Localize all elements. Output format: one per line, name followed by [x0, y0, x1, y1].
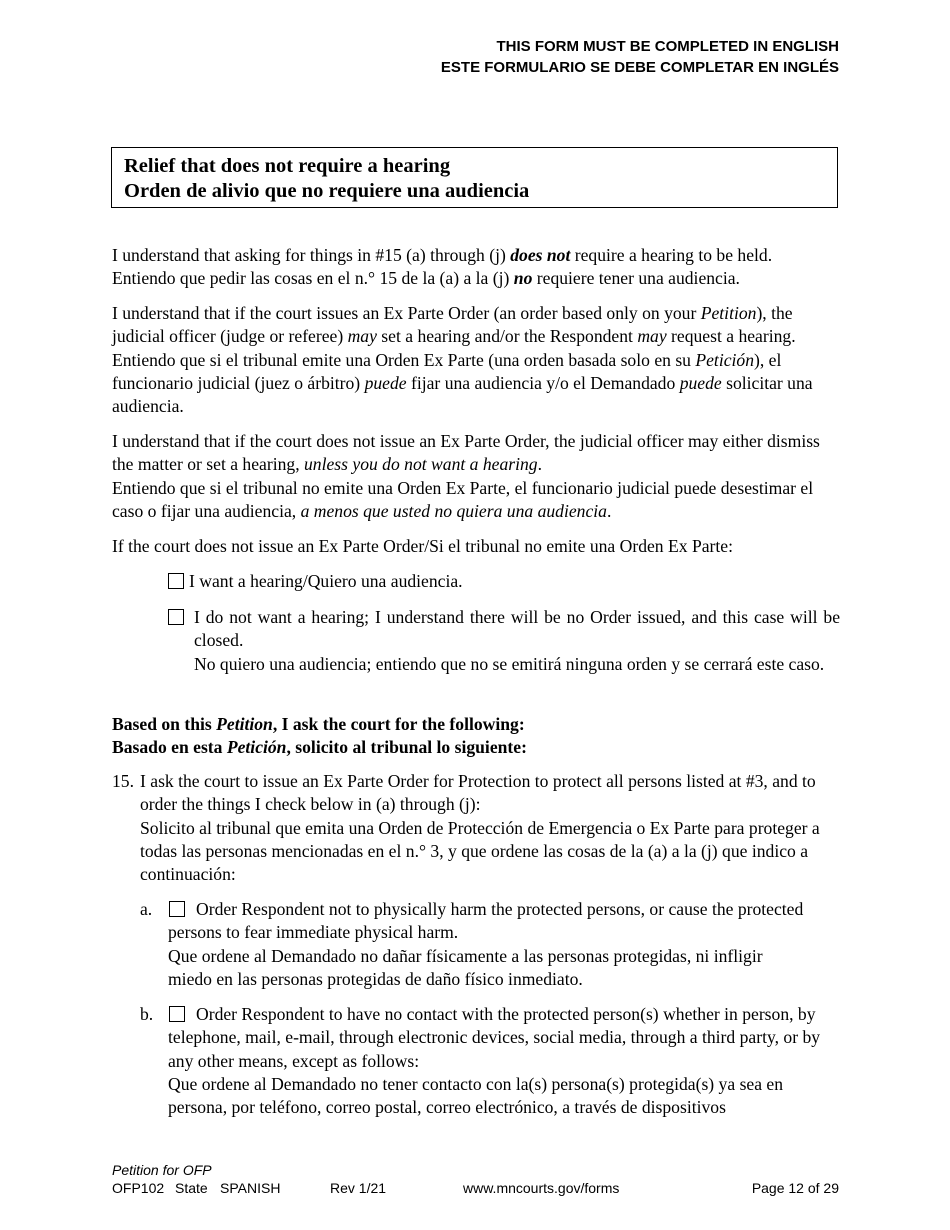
no-hearing-text — [168, 606, 840, 676]
paragraph-spanish: Entiendo que si el tribunal no emite una Orden Ex Parte, el funcionario judicial puede desestimar el caso o fijar una audiencia, a menos que usted no quiera una audiencia. — [112, 477, 814, 521]
footer-website: www.mncourts.gov/forms — [463, 1180, 620, 1196]
want-hearing-label: I want a hearing/Quiero una audiencia. — [189, 571, 463, 591]
based-on-petition-heading — [112, 713, 840, 760]
footer-form-name: Petition for OFP — [112, 1162, 212, 1178]
paragraph-english: I understand that asking for things in #15 (a) through (j) does not require a hearing to be held. — [112, 245, 773, 265]
item-15-spanish: Solicito al tribunal que emita una Orden de Protección de Emergencia o Ex Parte para proteger a todas las personas mencionadas en el n.° 3, y que ordene las cosas de la (a) a la (j) que indico a continuación: — [140, 817, 820, 885]
item-b-spanish: Que ordene al Demandado no tener contacto con la(s) persona(s) protegida(s) ya sea en persona, por teléfono, correo postal, correo electrónico, a través de dispositivos — [168, 1073, 784, 1118]
paragraph-spanish: Entiendo que si el tribunal emite una Orden Ex Parte (una orden basada solo en su Petición), el funcionario judicial (juez o árbitro) puede fijar una audiencia y/o el Demandado puede solicitar una audiencia. — [112, 349, 813, 417]
section-title-english: Relief that does not require a hearing — [124, 155, 451, 177]
paragraph-no-hearing-required — [112, 244, 840, 291]
item-a-letter: a. — [140, 899, 153, 919]
item-b-letter: b. — [140, 1004, 154, 1024]
if-not-issued-intro: If the court does not issue an Ex Parte Order/Si el tribunal no emite una Orden Ex Parte: — [112, 536, 733, 556]
option-want-hearing — [168, 570, 840, 593]
no-hearing-english: I do not want a hearing; I understand there will be no Order issued, and this case will be closed. — [194, 607, 840, 651]
paragraph-english: I understand that if the court issues an Ex Parte Order (an order based only on your Petition), the judicial officer (judge or referee) may set a hearing and/or the Respondent may request a hearing. — [112, 303, 796, 347]
item-15-english: I ask the court to issue an Ex Parte Order for Protection to protect all persons listed at #3, and to order the things I check below in (a) through (j): — [140, 771, 816, 815]
want-hearing-checkbox[interactable] — [168, 573, 184, 589]
item-15 — [112, 770, 840, 886]
paragraph-english: I understand that if the court does not issue an Ex Parte Order, the judicial officer may either dismiss the matter or set a hearing, unless you do not want a hearing. — [112, 431, 820, 475]
language-notice-spanish: ESTE FORMULARIO SE DEBE COMPLETAR EN INGLÉS — [440, 59, 839, 76]
footer-form-code: OFP102 — [112, 1180, 165, 1196]
form-language-notice — [441, 36, 839, 78]
footer-jurisdiction: State — [175, 1180, 208, 1196]
no-hearing-spanish: No quiero una audiencia; entiendo que no se emitirá ninguna orden y se cerrará este caso. — [194, 653, 825, 674]
option-no-hearing — [168, 606, 840, 676]
item-b-checkbox[interactable] — [169, 1006, 185, 1022]
based-on-spanish: Basado en esta Petición, solicito al tribunal lo siguiente: — [112, 737, 527, 758]
item-15-text — [112, 770, 840, 886]
paragraph-spanish: Entiendo que pedir las cosas en el n.° 15 de la (a) a la (j) no requiere tener una audiencia. — [112, 268, 740, 289]
no-hearing-checkbox[interactable] — [168, 609, 184, 625]
item-a-english: Order Respondent not to physically harm the protected persons, or cause the protected persons to fear immediate physical harm. — [168, 899, 804, 943]
footer-language: SPANISH — [220, 1180, 281, 1196]
item-b — [140, 1003, 830, 1119]
footer-revision: Rev 1/21 — [330, 1180, 387, 1196]
paragraph-ex-parte-not-issued — [112, 430, 840, 523]
footer-page-number: Page 12 of 29 — [751, 1180, 839, 1196]
based-on-english: Based on this Petition, I ask the court for the following: — [112, 714, 525, 734]
item-b-english: Order Respondent to have no contact with the protected person(s) whether in person, by telephone, mail, e-mail, through electronic devices, social media, through a third party, or by any other means, except as follows: — [168, 1004, 821, 1071]
item-a-checkbox[interactable] — [169, 901, 185, 917]
paragraph-ex-parte-issued — [112, 302, 840, 418]
item-a-spanish: Que ordene al Demandado no dañar físicamente a las personas protegidas, ni infligir miedo en las personas protegidas de daño físico inmediato. — [168, 945, 763, 989]
section-title-spanish: Orden de alivio que no requiere una audiencia — [124, 180, 530, 202]
language-notice-english: THIS FORM MUST BE COMPLETED IN ENGLISH — [496, 38, 839, 55]
section-heading-box — [111, 147, 838, 208]
item-15-number: 15. — [112, 771, 134, 791]
item-a — [140, 898, 810, 991]
